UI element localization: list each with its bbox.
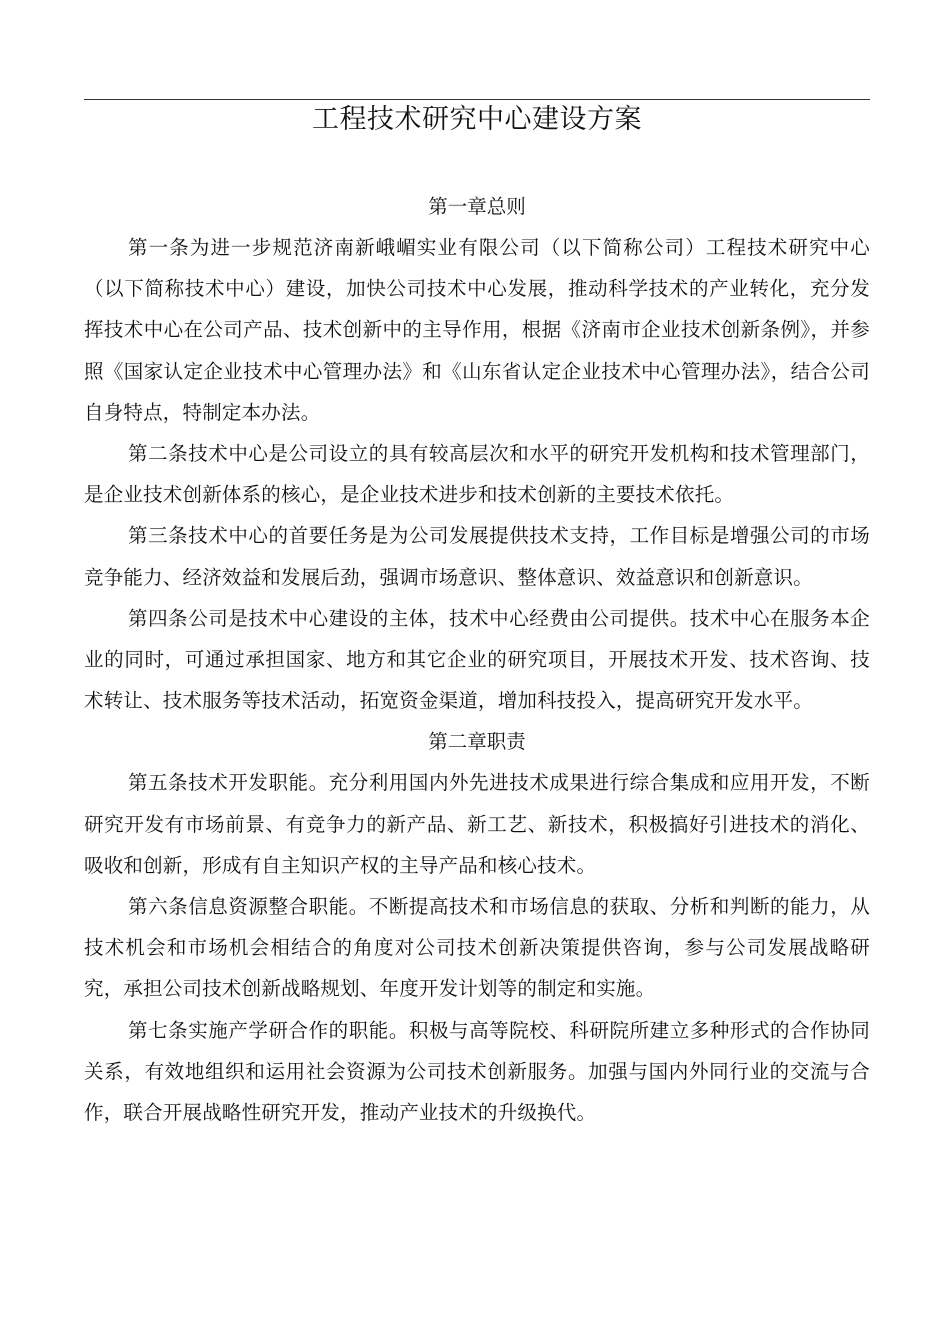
article-paragraph: 第一条为进一步规范济南新峨嵋实业有限公司（以下简称公司）工程技术研究中心（以下简称技术中心）建设，加快公司技术中心发展，推动科学技术的产业转化，充分发挥技术中心在公司产品、技术创新中的主导作用，根据《济南市企业技术创新条例》，并参照《国家认定企业技术中心管理办法》和《山东省认定企业技术中心管理办法》，结合公司自身特点，特制定本办法。 bbox=[84, 236, 870, 424]
document-title: 工程技术研究中心建设方案 bbox=[312, 104, 642, 135]
article-paragraph: 第二条技术中心是公司设立的具有较高层次和水平的研究开发机构和技术管理部门，是企业技术创新体系的核心，是企业技术进步和技术创新的主要技术依托。 bbox=[84, 442, 870, 507]
chapter-heading: 第二章职责 bbox=[428, 730, 526, 754]
article-paragraph: 第六条信息资源整合职能。不断提高技术和市场信息的获取、分析和判断的能力，从技术机会和市场机会相结合的角度对公司技术创新决策提供咨询，参与公司发展战略研究，承担公司技术创新战略规划、年度开发计划等的制定和实施。 bbox=[84, 895, 870, 1001]
article-paragraph: 第三条技术中心的首要任务是为公司发展提供技术支持，工作目标是增强公司的市场竞争能力、经济效益和发展后劲，强调市场意识、整体意识、效益意识和创新意识。 bbox=[84, 524, 870, 589]
article-paragraph: 第四条公司是技术中心建设的主体，技术中心经费由公司提供。技术中心在服务本企业的同时，可通过承担国家、地方和其它企业的研究项目，开展技术开发、技术咨询、技术转让、技术服务等技术活动，拓宽资金渠道，增加科技投入，提高研究开发水平。 bbox=[84, 606, 870, 713]
article-paragraph: 第七条实施产学研合作的职能。积极与高等院校、科研院所建立多种形式的合作协同关系，有效地组织和运用社会资源为公司技术创新服务。加强与国内外同行业的交流与合作，联合开展战略性研究开发，推动产业技术的升级换代。 bbox=[84, 1018, 870, 1125]
article-paragraph: 第五条技术开发职能。充分利用国内外先进技术成果进行综合集成和应用开发，不断研究开发有市场前景、有竞争力的新产品、新工艺、新技术，积极搞好引进技术的消化、吸收和创新，形成有自主知识产权的主导产品和核心技术。 bbox=[84, 771, 870, 877]
chapter-heading: 第一章总则 bbox=[428, 195, 526, 218]
document-body bbox=[84, 186, 870, 1133]
